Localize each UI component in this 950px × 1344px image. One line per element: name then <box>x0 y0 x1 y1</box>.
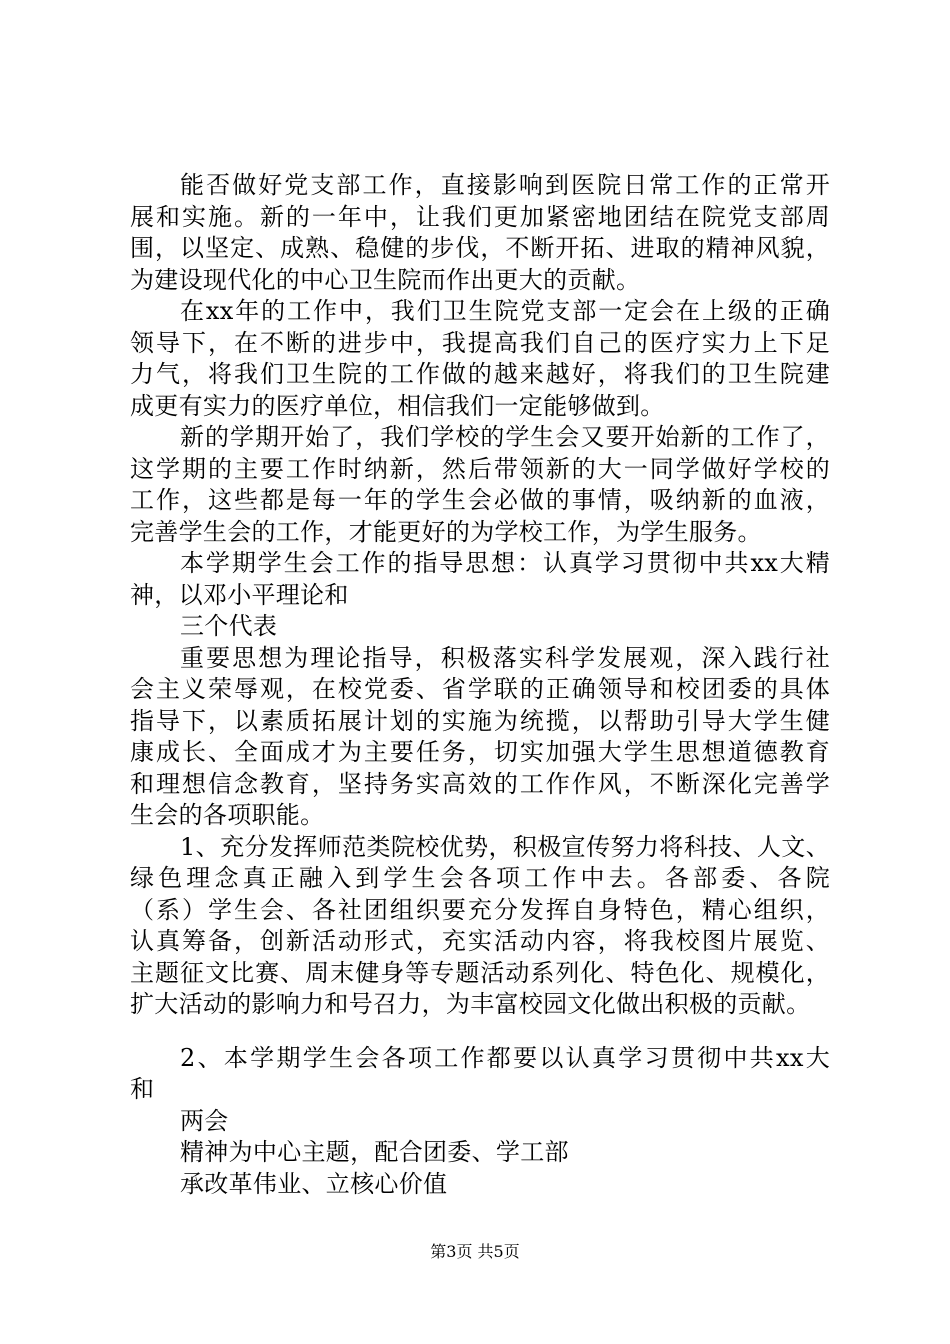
text-line: 和理想信念教育，坚持务实高效的工作作风，不断深化完善学 <box>130 769 830 798</box>
paragraph-spacer <box>130 1021 830 1043</box>
text-line: 领导下，在不断的进步中，我提高我们自己的医疗实力上下足 <box>130 328 830 357</box>
paragraph <box>130 611 830 643</box>
paragraph <box>130 832 830 1021</box>
paragraph <box>130 296 830 422</box>
text-line: 力气，将我们卫生院的工作做的越来越好，将我们的卫生院建 <box>130 360 830 388</box>
text-line: 为建设现代化的中心卫生院而作出更大的贡献。 <box>130 265 641 294</box>
text-line: 指导下，以素质拓展计划的实施为统揽，以帮助引导大学生健 <box>130 706 830 735</box>
paragraph <box>130 643 830 832</box>
text-line: 这学期的主要工作时纳新，然后带领新的大一同学做好学校的 <box>130 454 830 483</box>
text-line: 绿色理念真正融入到学生会各项工作中去。各部委、各院 <box>130 864 830 892</box>
text-line: 康成长、全面成才为主要任务，切实加强大学生思想道德教育 <box>130 738 830 766</box>
page-footer: 第3页 共5页 <box>430 1242 520 1261</box>
text-line: 认真筹备，创新活动形式，充实活动内容，将我校图片展览、 <box>130 927 830 955</box>
text-line: 完善学生会的工作，才能更好的为学校工作，为学生服务。 <box>130 517 762 546</box>
text-line: 工作，这些都是每一年的学生会必做的事情，吸纳新的血液， <box>130 486 830 514</box>
text-line: 扩大活动的影响力和号召力，为丰富校园文化做出积极的贡献。 <box>130 990 811 1018</box>
paragraph <box>130 170 830 296</box>
text-line: 成更有实力的医疗单位，相信我们一定能够做到。 <box>130 391 665 420</box>
paragraph <box>130 1169 830 1201</box>
text-line: 本学期学生会工作的指导思想：认真学习贯彻中共xx大精 <box>180 549 830 577</box>
text-line: 围，以坚定、成熟、稳健的步伐，不断开拓、进取的精神风貌， <box>130 234 830 262</box>
text-line: 2、本学期学生会各项工作都要以认真学习贯彻中共xx大 <box>180 1043 830 1072</box>
text-line: 在xx年的工作中，我们卫生院党支部一定会在上级的正确 <box>180 297 830 325</box>
text-line: 三个代表 <box>180 612 278 640</box>
paragraph <box>130 1106 830 1138</box>
text-line: 新的学期开始了，我们学校的学生会又要开始新的工作了， <box>180 423 830 451</box>
text-line: 两会 <box>180 1106 229 1135</box>
text-line: 展和实施。新的一年中，让我们更加紧密地团结在院党支部周 <box>130 202 830 231</box>
text-line: 1、充分发挥师范类院校优势，积极宣传努力将科技、人文、 <box>180 832 830 861</box>
text-line: （系）学生会、各社团组织要充分发挥自身特色，精心组织， <box>130 895 830 924</box>
paragraph <box>130 1137 830 1169</box>
text-line: 重要思想为理论指导，积极落实科学发展观，深入践行社 <box>180 643 830 672</box>
text-line: 生会的各项职能。 <box>130 801 325 829</box>
text-line: 能否做好党支部工作，直接影响到医院日常工作的正常开 <box>180 171 830 199</box>
paragraph <box>130 422 830 548</box>
paragraph <box>130 548 830 611</box>
text-line: 和 <box>130 1075 155 1103</box>
document-body <box>130 170 830 1200</box>
text-line: 神，以邓小平理论和 <box>130 580 349 609</box>
text-line: 会主义荣辱观，在校党委、省学联的正确领导和校团委的具体 <box>130 675 830 703</box>
text-line: 主题征文比赛、周末健身等专题活动系列化、特色化、规模化， <box>130 958 830 987</box>
text-line: 精神为中心主题，配合团委、学工部 <box>180 1138 569 1166</box>
text-line: 承改革伟业、立核心价值 <box>180 1169 448 1198</box>
paragraph <box>130 1043 830 1106</box>
